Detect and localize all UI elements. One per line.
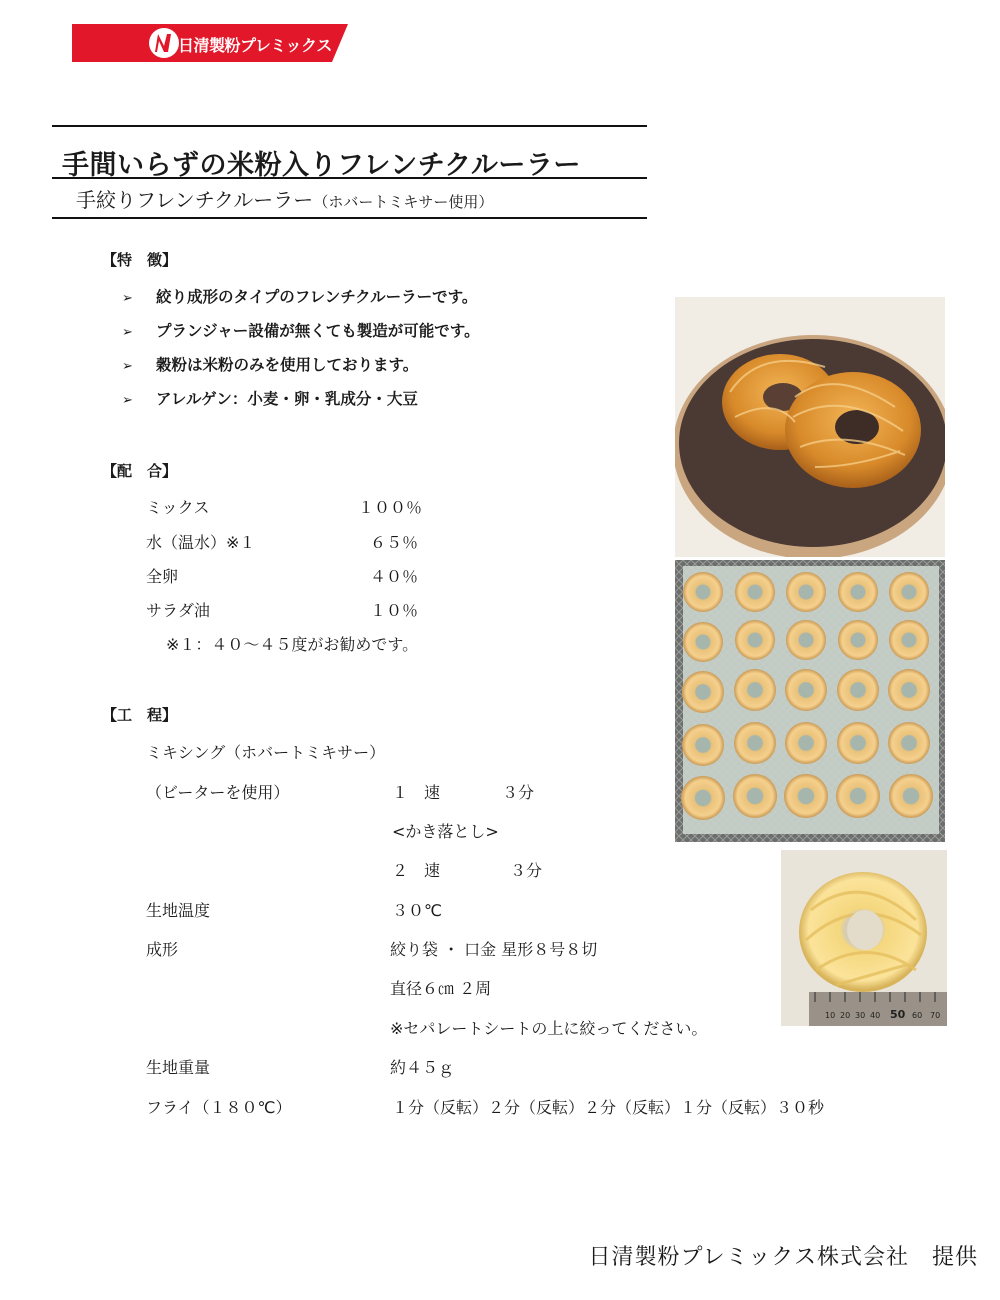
title-rule-bottom xyxy=(52,217,647,219)
process-weight-value: 約４５ｇ xyxy=(390,1058,455,1077)
ruler-tick-label: 70 xyxy=(930,1011,941,1020)
piped-dough-tray-photo xyxy=(675,560,945,842)
process-forming-1: 絞り袋 ・ 口金 星形８号８切 xyxy=(390,940,598,959)
ruler-tick-label: 50 xyxy=(890,1008,906,1021)
title-rule-middle xyxy=(52,177,647,179)
process-temp-label: 生地温度 xyxy=(146,901,211,920)
footer-credit: 日清製粉プレミックス株式会社 提供 xyxy=(588,1245,978,1270)
feature-item: ➢ プランジャー設備が無くても製造が可能です。 xyxy=(122,322,480,340)
ruler-tick-label: 20 xyxy=(840,1011,851,1020)
page-title: 手間いらずの米粉入りフレンチクルーラー xyxy=(62,150,581,181)
fried-cruller-photo xyxy=(675,297,945,557)
ruler-tick-label: 10 xyxy=(825,1011,836,1020)
recipe-heading: 【配 合】 xyxy=(102,462,178,480)
ruler-tick-label: 30 xyxy=(855,1011,866,1020)
process-forming-2: 直径６㎝ ２周 xyxy=(390,979,492,998)
process-scrape: <かき落とし> xyxy=(392,822,499,841)
title-rule-top xyxy=(52,125,647,127)
process-forming-label: 成形 xyxy=(146,940,179,959)
recipe-note: ※１：４０～４５度がお勧めです。 xyxy=(166,635,419,654)
recipe-amount: １０％ xyxy=(370,601,419,620)
recipe-amount: ６５％ xyxy=(370,533,419,552)
process-weight-label: 生地重量 xyxy=(146,1058,211,1077)
features-heading: 【特 徴】 xyxy=(102,251,178,269)
subtitle-main: 手絞りフレンチクルーラー xyxy=(76,188,314,212)
feature-item: ➢ 穀粉は米粉のみを使用しております。 xyxy=(122,356,419,374)
ruler-tick-label: 40 xyxy=(870,1011,881,1020)
recipe-ingredient: サラダ油 xyxy=(146,601,210,620)
recipe-ingredient: ミックス xyxy=(146,498,210,517)
process-speed2: ２ 速 xyxy=(392,861,441,880)
process-beater: （ビーターを使用） xyxy=(146,783,290,802)
page-subtitle xyxy=(76,184,493,213)
logo-text: 日清製粉プレミックス xyxy=(178,36,332,55)
process-temp-value: ３０℃ xyxy=(392,901,442,920)
process-fry-value: １分（反転）２分（反転）２分（反転）１分（反転）３０秒 xyxy=(392,1098,825,1117)
piped-ring-ruler-photo xyxy=(781,850,947,1026)
process-speed2-time: ３分 xyxy=(510,861,543,880)
feature-item: ➢ アレルゲン：小麦・卵・乳成分・大豆 xyxy=(122,390,418,408)
process-fry-label: フライ（１８０℃） xyxy=(146,1098,292,1117)
recipe-amount: １００％ xyxy=(358,498,423,517)
recipe-ingredient: 水（温水）※１ xyxy=(146,533,256,552)
feature-item: ➢ 絞り成形のタイプのフレンチクルーラーです。 xyxy=(122,288,478,306)
process-speed1-time: ３分 xyxy=(502,783,535,802)
recipe-ingredient: 全卵 xyxy=(146,567,179,586)
ruler-tick-label: 60 xyxy=(912,1011,923,1020)
process-forming-3: ※セパレートシートの上に絞ってください。 xyxy=(390,1019,708,1038)
process-mixing: ミキシング（ホバートミキサー） xyxy=(146,743,386,762)
subtitle-paren: （ホバートミキサー使用） xyxy=(313,193,494,211)
process-speed1: １ 速 xyxy=(392,783,441,802)
process-heading: 【工 程】 xyxy=(102,706,178,724)
recipe-amount: ４０％ xyxy=(370,567,419,586)
